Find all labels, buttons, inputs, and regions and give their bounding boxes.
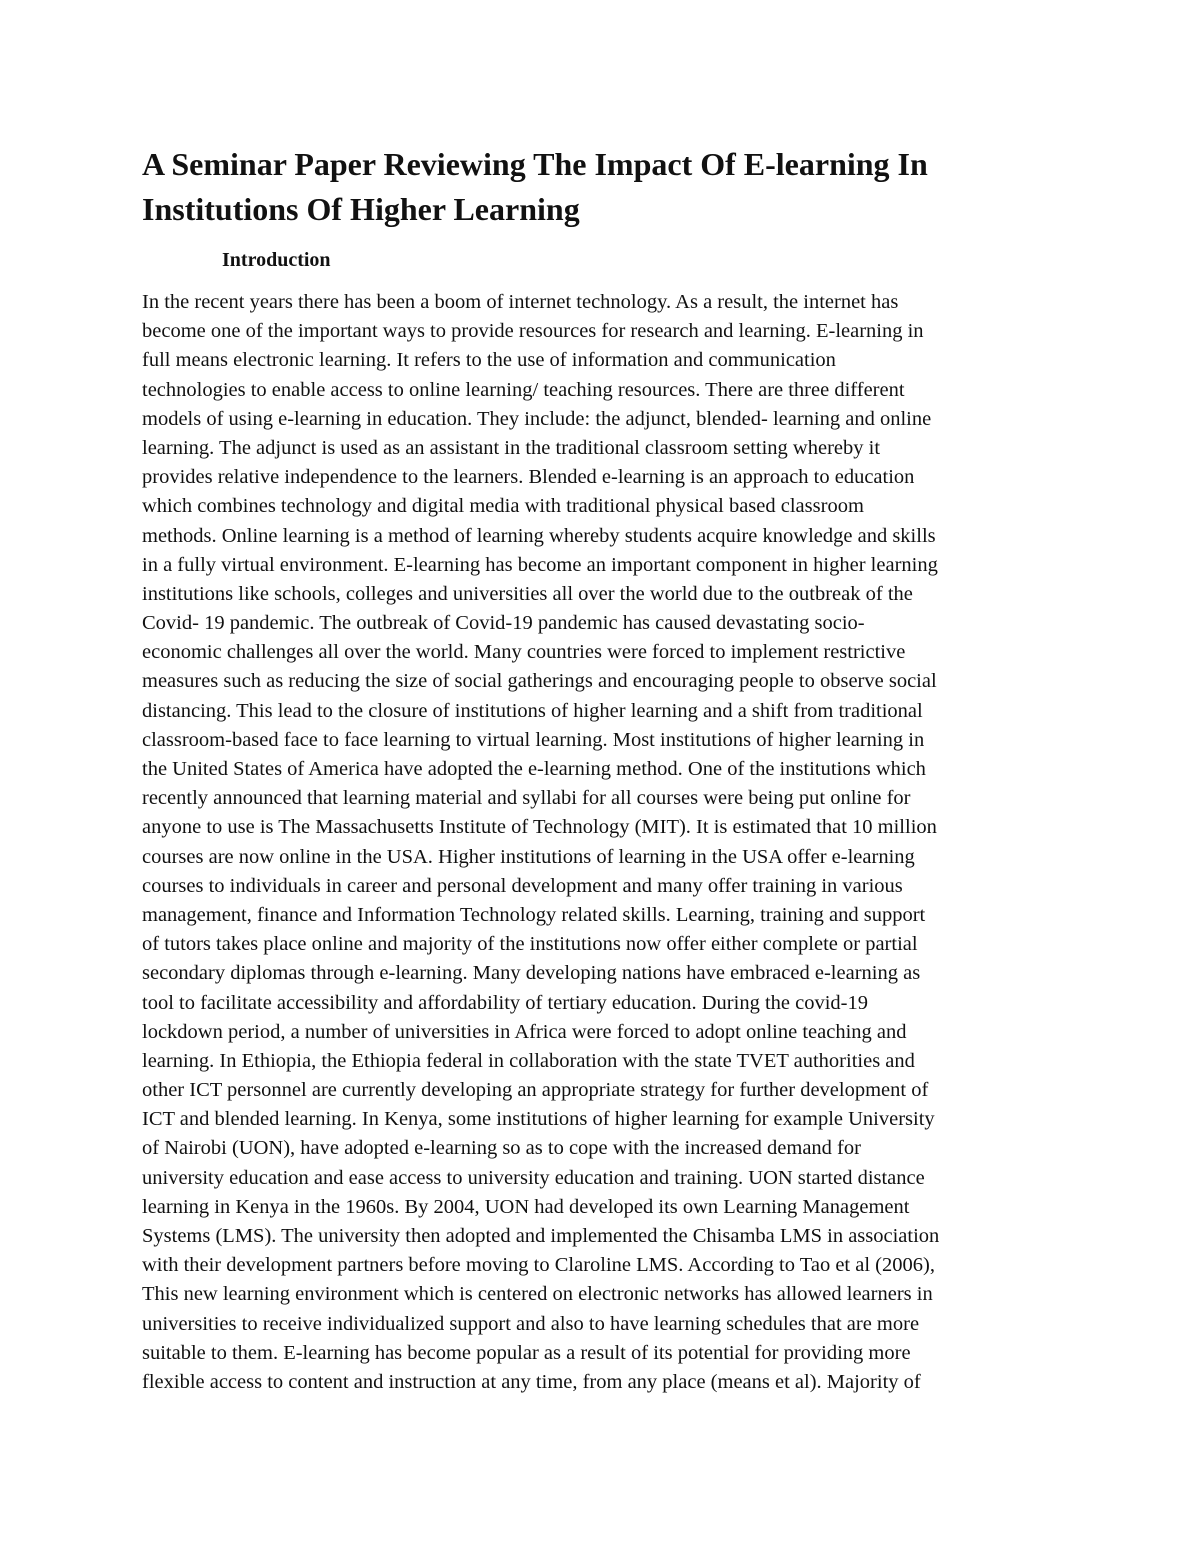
body-text-line: other ICT personnel are currently developing an appropriate strategy for further development of [142,1079,929,1102]
body-paragraph [142,288,1062,1397]
body-text-line: learning. In Ethiopia, the Ethiopia federal in collaboration with the state TVET authorities and [142,1049,915,1072]
body-text-line: tool to facilitate accessibility and affordability of tertiary education. During the covid-19 [142,991,868,1014]
body-text-line: institutions like schools, colleges and universities all over the world due to the outbreak of the [142,582,913,605]
body-text-line: Systems (LMS). The university then adopted and implemented the Chisamba LMS in association [142,1225,940,1247]
body-text-line: full means electronic learning. It refers to the use of information and communication [142,349,836,372]
body-text-line: suitable to them. E-learning has become popular as a result of its potential for providing more [142,1341,911,1364]
section-heading-introduction: Introduction [222,249,331,271]
body-text-line: technologies to enable access to online learning/ teaching resources. There are three different [142,378,905,401]
body-text-line: Covid- 19 pandemic. The outbreak of Covid-19 pandemic has caused devastating socio- [142,612,865,635]
body-text-line: economic challenges all over the world. Many countries were forced to implement restrictive [142,641,906,664]
body-text-line: learning. The adjunct is used as an assistant in the traditional classroom setting whereby it [142,436,881,459]
title-line-2: Institutions Of Higher Learning [142,191,580,227]
body-text-line: courses to individuals in career and personal development and many offer training in various [142,874,903,897]
body-text-line: ICT and blended learning. In Kenya, some institutions of higher learning for example University [142,1108,935,1131]
body-text-line: distancing. This lead to the closure of institutions of higher learning and a shift from traditional [142,699,923,722]
body-text-line: management, finance and Information Technology related skills. Learning, training and support [142,903,926,926]
body-text-line: of tutors takes place online and majority of the institutions now offer either complete or partial [142,933,918,956]
body-text-line: secondary diplomas through e-learning. Many developing nations have embraced e-learning as [142,962,921,985]
body-text-line: in a fully virtual environment. E-learning has become an important component in higher learning [142,553,938,576]
body-text-line: of Nairobi (UON), have adopted e-learning so as to cope with the increased demand for [142,1137,861,1160]
body-text-line: recently announced that learning material and syllabi for all courses were being put online for [142,787,911,810]
body-text-line: provides relative independence to the learners. Blended e-learning is an approach to education [142,466,915,489]
body-text-line: universities to receive individualized support and also to have learning schedules that are more [142,1312,920,1335]
body-text-line: flexible access to content and instruction at any time, from any place (means et al). Majority of [142,1370,921,1393]
body-text-line: the United States of America have adopted the e-learning method. One of the institutions which [142,758,926,780]
title-line-1: A Seminar Paper Reviewing The Impact Of E-learning In [142,146,928,182]
body-text-line: courses are now online in the USA. Higher institutions of learning in the USA offer e-learning [142,845,915,868]
body-text-line: learning in Kenya in the 1960s. By 2004, UON had developed its own Learning Management [142,1195,910,1218]
body-text-line: lockdown period, a number of universities in Africa were forced to adopt online teaching and [142,1020,907,1043]
body-text-line: which combines technology and digital media with traditional physical based classroom [142,495,864,518]
body-text-line: classroom-based face to face learning to virtual learning. Most institutions of higher learning in [142,728,925,751]
body-text-line: with their development partners before moving to Claroline LMS. According to Tao et al (2006), [142,1254,935,1277]
body-text-line: models of using e-learning in education. They include: the adjunct, blended- learning and online [142,407,932,430]
body-text-line: methods. Online learning is a method of learning whereby students acquire knowledge and skills [142,524,936,547]
body-text-line: anyone to use is The Massachusetts Institute of Technology (MIT). It is estimated that 10 million [142,816,937,839]
body-text-line: measures such as reducing the size of social gatherings and encouraging people to observe social [142,670,937,693]
body-text-line: become one of the important ways to provide resources for research and learning. E-learning in [142,320,924,343]
body-text-line: In the recent years there has been a boom of internet technology. As a result, the internet has [142,291,899,313]
document-title [142,142,1072,232]
body-text-line: university education and ease access to university education and training. UON started distance [142,1166,925,1189]
body-text-line: This new learning environment which is centered on electronic networks has allowed learners in [142,1283,933,1306]
